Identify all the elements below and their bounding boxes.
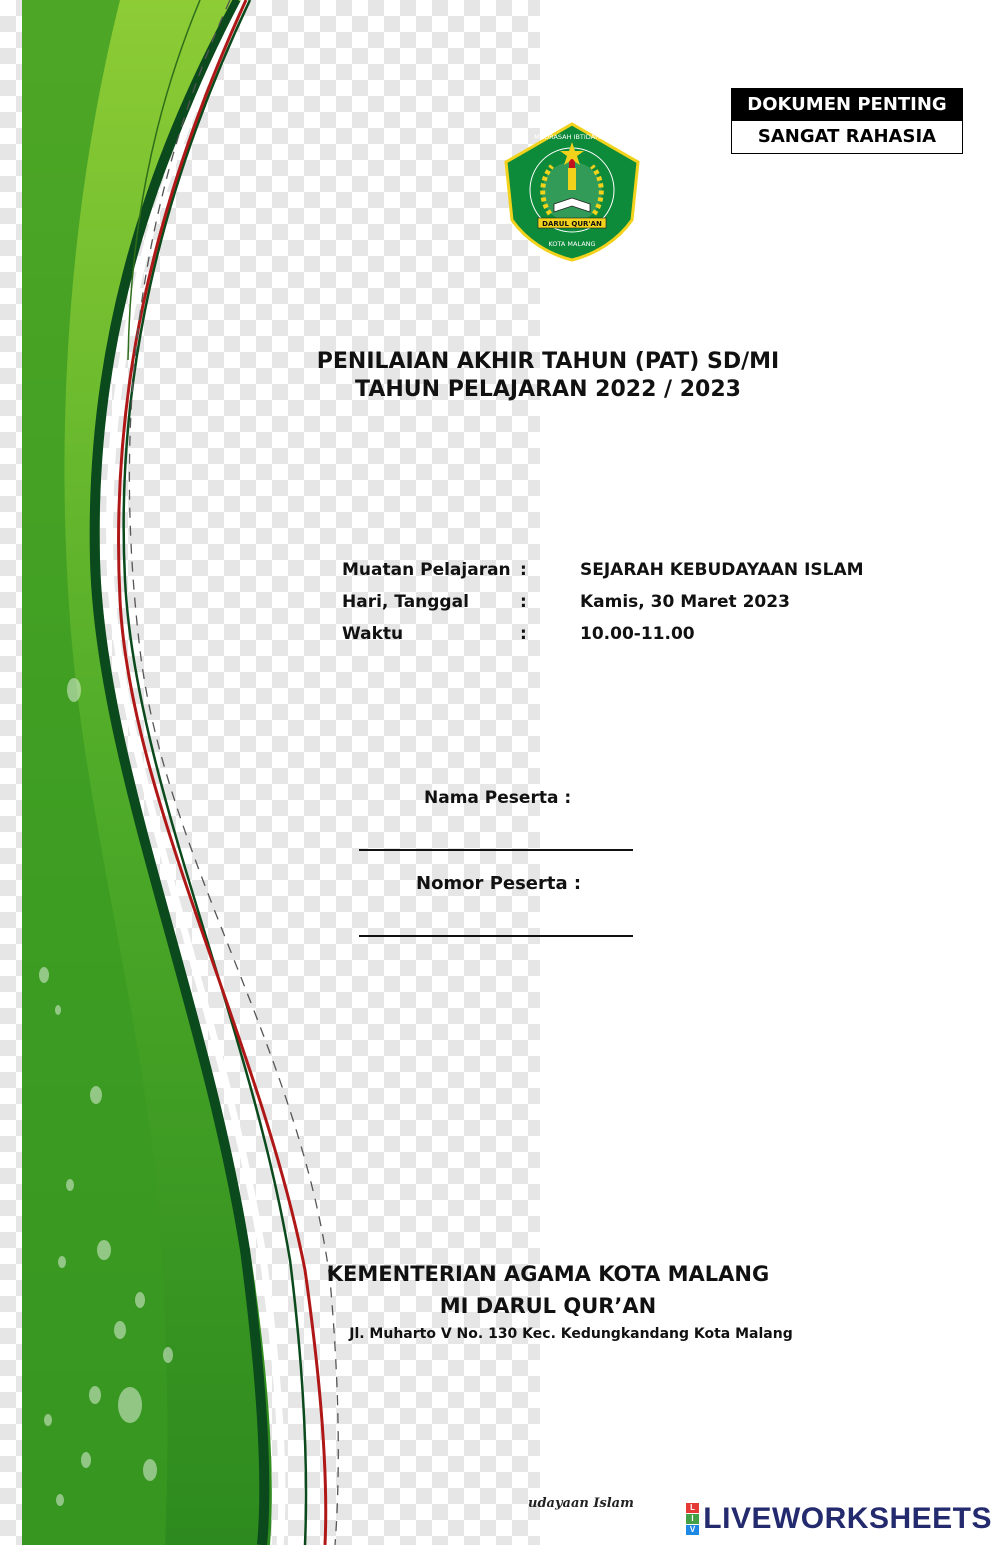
info-value: Kamis, 30 Maret 2023 <box>580 592 790 612</box>
info-value: SEJARAH KEBUDAYAAN ISLAM <box>580 560 864 580</box>
badge-secret-label: SANGAT RAHASIA <box>757 126 937 147</box>
logo-arc-text: MADRASAH IBTIDAIYAH <box>534 133 610 141</box>
academic-year: TAHUN PELAJARAN 2022 / 2023 <box>355 377 741 402</box>
info-colon: : <box>520 560 527 580</box>
info-colon: : <box>520 624 527 644</box>
school-address: Jl. Muharto V No. 130 Kec. Kedungkandang Kota Malang <box>349 1326 793 1342</box>
logo-city-text: KOTA MALANG <box>548 240 596 248</box>
school-logo-emblem <box>500 122 644 262</box>
logo-ribbon-text: DARUL QUR'AN <box>542 220 602 228</box>
liveworksheets-watermark[interactable] <box>686 1499 992 1539</box>
info-colon: : <box>520 592 527 612</box>
info-value: 10.00-11.00 <box>580 624 695 644</box>
logo-letter: I <box>686 1514 699 1524</box>
logo-letter: V <box>686 1525 699 1535</box>
document-classification-badge <box>731 88 963 154</box>
exam-title: PENILAIAN AKHIR TAHUN (PAT) SD/MI <box>316 349 780 374</box>
participant-number-field[interactable] <box>359 935 633 937</box>
info-label: Hari, Tanggal <box>342 592 469 612</box>
watermark-text: LIVEWORKSHEETS <box>703 1502 992 1535</box>
participant-name-label: Nama Peserta : <box>424 788 572 808</box>
badge-important-label: DOKUMEN PENTING <box>732 89 962 121</box>
liveworksheets-logo-icon <box>686 1503 699 1536</box>
school-name: MI DARUL QUR’AN <box>439 1294 657 1318</box>
participant-number-label: Nomor Peserta : <box>416 873 582 894</box>
ministry-name: KEMENTERIAN AGAMA KOTA MALANG <box>326 1262 770 1286</box>
logo-letter: L <box>686 1503 699 1513</box>
page-footer-text: udayaan Islam <box>528 1496 634 1511</box>
participant-name-field[interactable] <box>359 849 633 851</box>
info-label: Waktu <box>342 624 404 644</box>
info-label: Muatan Pelajaran <box>342 560 511 580</box>
